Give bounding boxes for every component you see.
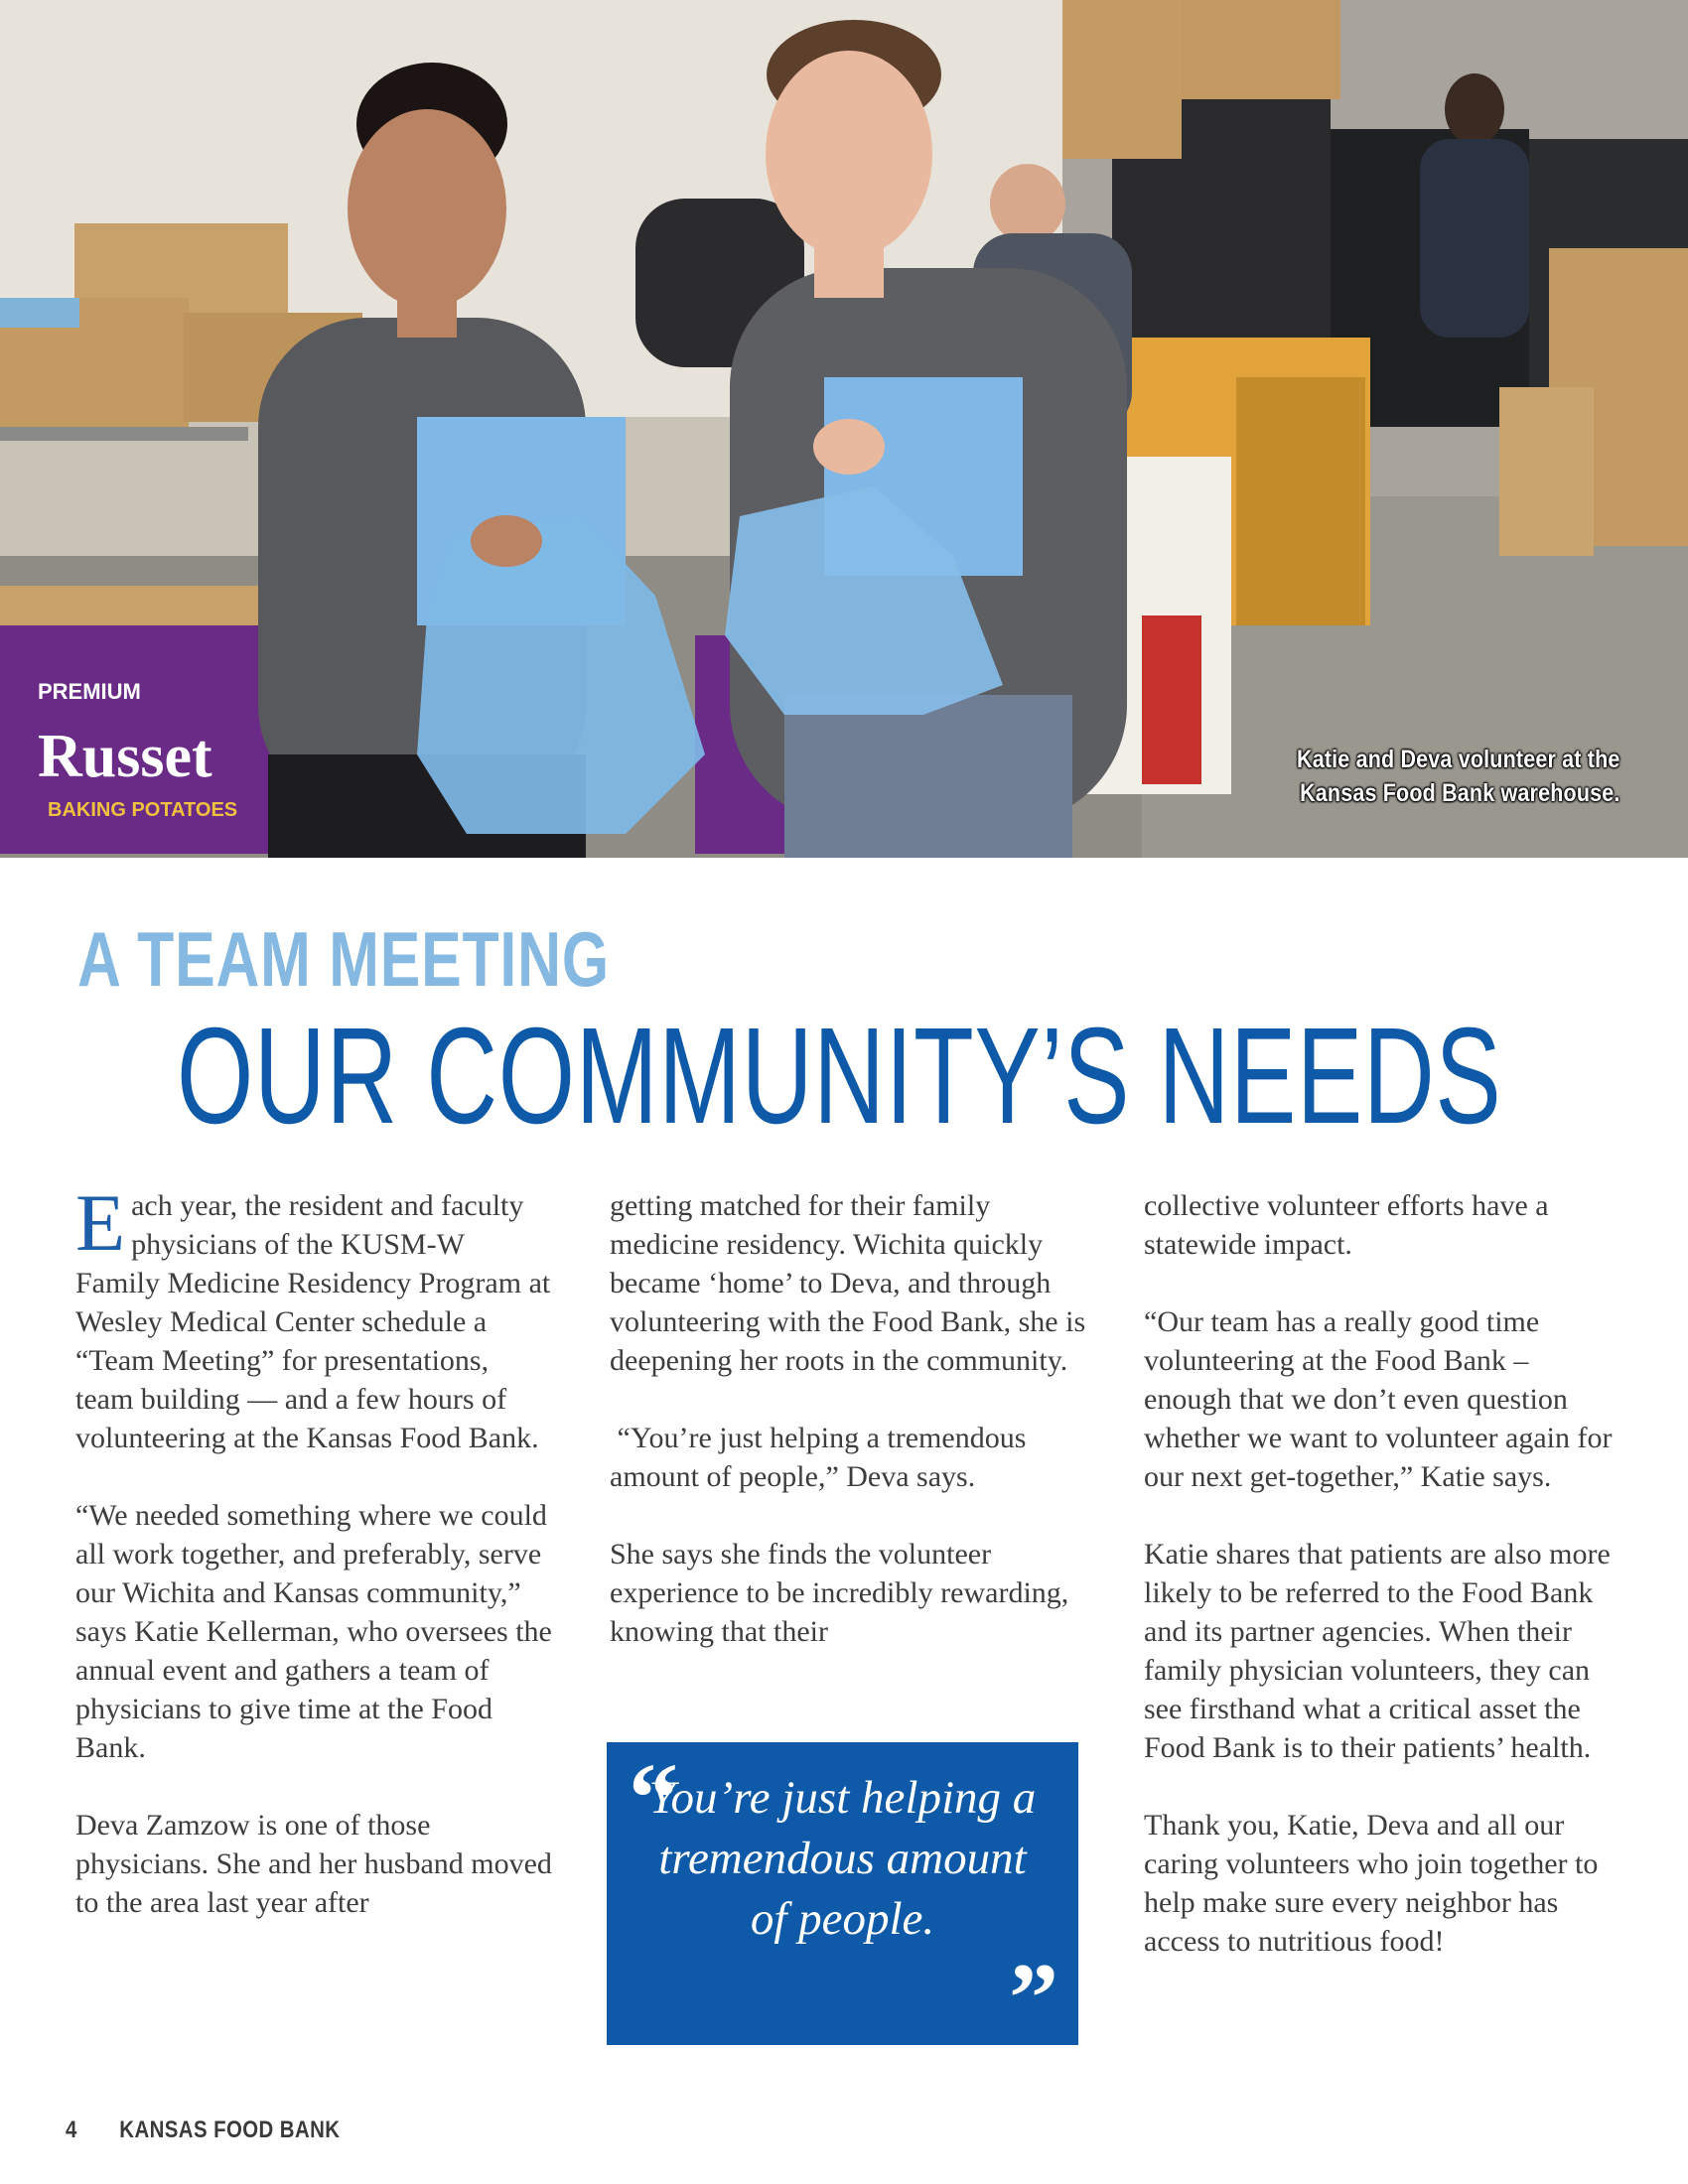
box-label-premium: PREMIUM	[38, 679, 141, 704]
paragraph: “We needed something where we could all work together, and preferably, serve our Wichita and Kansas community,” says Katie Kellerman, who oversees the annual event and gathers a team of physicians to give time at the Food Bank.	[75, 1499, 552, 1764]
page-title: OUR COMMUNITY’S NEEDS	[177, 1000, 1502, 1153]
box-label-russet: Russet	[38, 723, 212, 790]
paragraph: Deva Zamzow is one of those physicians. She and her husband moved to the area last year after	[75, 1809, 552, 1919]
pull-quote-text: You’re just helping a tremendous amount of people.	[648, 1772, 1037, 1945]
page-number: 4	[66, 2116, 77, 2143]
paragraph: Katie shares that patients are also more likely to be referred to the Food Bank and its partner agencies. When their family physician volunteers, they can see firsthand what a critical asset the Food Bank is to their patients’ health.	[1144, 1538, 1611, 1764]
paragraph-text: ach year, the resident and faculty physicians of the KUSM-W Family Medicine Residency Program at Wesley Medical Center schedule a “Team Meeting” for presentations, team building — and a few hours of volunteering at the Kansas Food Bank.	[75, 1189, 551, 1454]
publication-name: KANSAS FOOD BANK	[119, 2116, 341, 2143]
article-column-2	[610, 1186, 1086, 1690]
caption-line-2: Kansas Food Bank warehouse.	[1300, 779, 1620, 807]
pull-quote	[607, 1742, 1078, 2053]
hero-photo	[0, 0, 1688, 858]
headline-kicker: A TEAM MEETING	[77, 915, 610, 1003]
caption-line-1: Katie and Deva volunteer at the	[1297, 746, 1620, 773]
photo-caption	[1297, 743, 1620, 810]
paragraph: “Our team has a really good time volunteering at the Food Bank – enough that we don’t even question whether we want to volunteer again for our next get-together,” Katie says.	[1144, 1305, 1613, 1493]
page-footer	[66, 2116, 340, 2144]
close-quote-icon: ”	[1009, 1943, 1058, 2053]
article-column-1	[75, 1177, 552, 1961]
paragraph: getting matched for their family medicine residency. Wichita quickly became ‘home’ to Deva, and through volunteering with the Food Bank, she is deepening her roots in the community.	[610, 1189, 1086, 1377]
paragraph: She says she finds the volunteer experience to be incredibly rewarding, knowing that their	[610, 1538, 1069, 1648]
open-quote-icon: “	[629, 1742, 678, 1852]
volunteers-photo-illustration	[0, 0, 1688, 858]
drop-cap: E	[75, 1177, 126, 1268]
paragraph: Thank you, Katie, Deva and all our caring volunteers who join together to help make sure every neighbor has access to nutritious food!	[1144, 1809, 1599, 1958]
paragraph: collective volunteer efforts have a statewide impact.	[1144, 1189, 1549, 1261]
paragraph	[75, 1177, 552, 1457]
article-column-3	[1144, 1186, 1620, 1999]
paragraph: “You’re just helping a tremendous amount of people,” Deva says.	[610, 1422, 1034, 1493]
box-label-baking: BAKING POTATOES	[48, 799, 238, 821]
